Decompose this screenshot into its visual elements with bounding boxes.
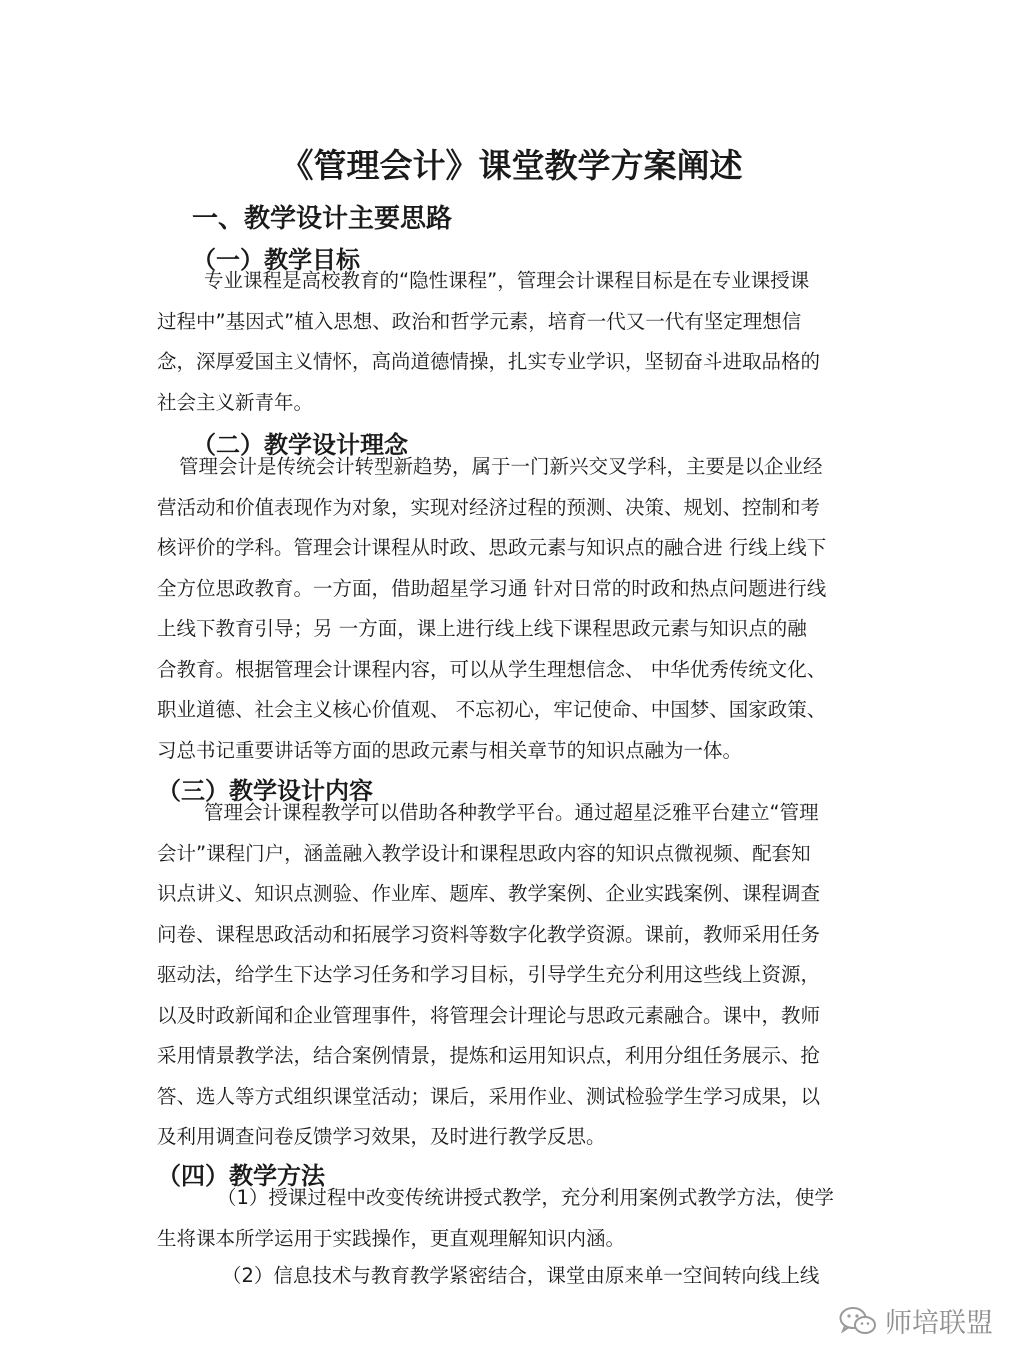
subsection-heading-3: （三）教学设计内容 bbox=[157, 777, 373, 805]
paragraph-design-content bbox=[157, 793, 820, 1158]
watermark bbox=[839, 1301, 993, 1340]
paragraph-line: 生将课本所学运用于实践操作，更直观理解知识内涵。 bbox=[157, 1226, 626, 1250]
paragraph-line: 管理会计课程教学可以借助各种教学平台。通过超星泛雅平台建立“管理 bbox=[204, 801, 819, 824]
paragraph-line: 答、选人等方式组织课堂活动；课后，采用作业、测试检验学生学习成果，以 bbox=[157, 1084, 821, 1108]
paragraph-line: （1）授课过程中改变传统讲授式教学，充分利用案例式教学方法，使学 bbox=[217, 1186, 834, 1209]
paragraph-line: 核评价的学科。管理会计课程从时政、思政元素与知识点的融合进 行线上线下 bbox=[157, 536, 827, 559]
paragraph-line: 上线下教育引导；另 一方面，课上进行线上线下课程思政元素与知识点的融 bbox=[157, 617, 807, 640]
subsection-heading-4: （四）教学方法 bbox=[157, 1162, 325, 1190]
paragraph-line: 职业道德、社会主义核心价值观、 不忘初心，牢记使命、中国梦、国家政策、 bbox=[157, 698, 827, 721]
paragraph-line: 合教育。根据管理会计课程内容，可以从学生理想信念、 中华优秀传统文化、 bbox=[157, 657, 827, 681]
paragraph-line: 习总书记重要讲话等方面的思政元素与相关章节的知识点融为一体。 bbox=[157, 738, 743, 762]
paragraph-line: 问卷、课程思政活动和拓展学习资料等数字化教学资源。课前，教师采用任务 bbox=[157, 922, 821, 946]
paragraph-line: 过程中”基因式”植入思想、政治和哲学元素，培育一代又一代有坚定理想信 bbox=[157, 309, 802, 333]
paragraph-line: 及利用调查问卷反馈学习效果，及时进行教学反思。 bbox=[157, 1125, 606, 1148]
paragraph-teaching-goals bbox=[157, 261, 820, 423]
wechat-icon bbox=[839, 1306, 877, 1336]
paragraph-line: 以及时政新闻和企业管理事件，将管理会计理论与思政元素融合。课中，教师 bbox=[157, 1003, 821, 1027]
paragraph-line: 采用情景教学法，结合案例情景，提炼和运用知识点，利用分组任务展示、抢 bbox=[157, 1044, 821, 1067]
paragraph-line: （2）信息技术与教育教学紧密结合，课堂由原来单一空间转向线上线 bbox=[222, 1264, 820, 1287]
paragraph-line: 念，深厚爱国主义情怀，高尚道德情操，扎实专业学识，坚韧奋斗进取品格的 bbox=[157, 350, 821, 373]
paragraph-line: 营活动和价值表现作为对象，实现对经济过程的预测、决策、规划、控制和考 bbox=[157, 495, 821, 519]
watermark-text: 师培联盟 bbox=[885, 1308, 993, 1339]
paragraph-line: 全方位思政教育。一方面，借助超星学习通 针对日常的时政和热点问题进行线 bbox=[157, 576, 827, 600]
paragraph-design-concept bbox=[157, 447, 826, 771]
document-title: 《管理会计》课堂教学方案阐述 bbox=[280, 146, 743, 185]
paragraph-teaching-methods-2 bbox=[157, 1256, 819, 1297]
paragraph-line: 识点讲义、知识点测验、作业库、题库、教学案例、企业实践案例、课程调查 bbox=[157, 882, 821, 905]
paragraph-teaching-methods-1 bbox=[157, 1178, 834, 1259]
paragraph-line: 社会主义新青年。 bbox=[157, 390, 314, 414]
paragraph-line: 管理会计是传统会计转型新趋势，属于一门新兴交叉学科，主要是以企业经 bbox=[179, 455, 823, 478]
section-heading-1: 一、教学设计主要思路 bbox=[192, 204, 453, 234]
subsection-heading-2: （二）教学设计理念 bbox=[192, 431, 408, 459]
subsection-heading-1: （一）教学目标 bbox=[192, 246, 360, 274]
paragraph-line: 驱动法，给学生下达学习任务和学习目标，引导学生充分利用这些线上资源， bbox=[157, 963, 821, 986]
paragraph-line: 专业课程是高校教育的“隐性课程”，管理会计课程目标是在专业课授课 bbox=[204, 269, 810, 292]
paragraph-line: 会计”课程门户，涵盖融入教学设计和课程思政内容的知识点微视频、配套知 bbox=[157, 841, 811, 865]
